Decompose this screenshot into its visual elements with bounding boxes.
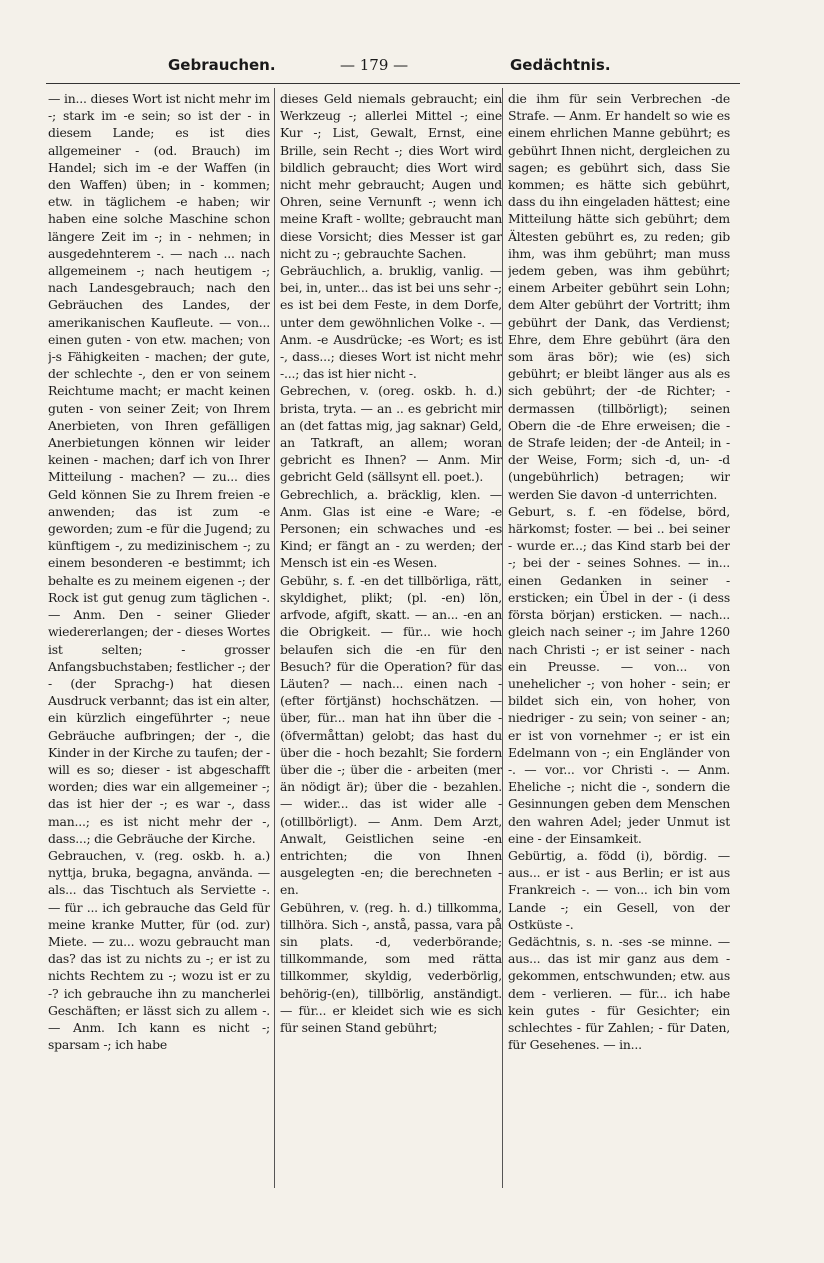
entry-gedaechtnis: Gedächtnis, s. n. -ses -se minne. — aus... das ist mir ganz aus dem - gekommen, entschwunden; etw. aus dem - verlieren. — für... ich habe kein gutes - für Gesichter; ein schlechtes - für Zahlen; - für Daten, für Gesehenes. — in... bbox=[508, 933, 730, 1053]
header-left-headword: Gebrauchen. bbox=[168, 56, 276, 74]
entry-geburt: Geburt, s. f. -en födelse, börd, härkomst; foster. — bei .. bei seiner - wurde er...; das Kind starb bei der -; bei der - seines Sohnes. — in... einen Gedanken in seiner - ersticken; ein Übel in der - (i dess första början) ersticken. — nach... gleich nach seiner -; im Jahre 1260 nach Christi -; er ist seiner - nach ein Preusse. — von... von unehelicher -; von hoher - sein; er bildet sich ein, von hoher, von niedriger - zu sein; von seiner - an; er ist von vornehmer -; er ist ein Edelmann von -; ein Engländer von -. — vor... vor Christi -. — Anm. Eheliche -; nicht die -, sondern die Gesinnungen geben dem Menschen den wahren Adel; jeder Unmut ist eine - der Einsamkeit. bbox=[508, 503, 730, 846]
column-divider bbox=[502, 88, 503, 1188]
entry-gebrechen: Gebrechen, v. (oreg. oskb. h. d.) brista, tryta. — an .. es gebricht mir an (det fattas mig, jag saknar) Geld, an Tatkraft, an allem; woran gebricht es Ihnen? — Anm. Mir gebricht Geld (sällsynt ell. poet.). bbox=[280, 383, 502, 485]
column-divider bbox=[274, 88, 275, 1188]
column-3 bbox=[508, 90, 730, 1190]
header-rule bbox=[46, 83, 740, 84]
entry-gebrechlich: Gebrechlich, a. bräcklig, klen. — Anm. Glas ist eine -e Ware; -e Personen; ein schwaches und -es Kind; er fängt an - zu werden; der Mensch ist ein -es Wesen. bbox=[280, 486, 502, 571]
column-1 bbox=[48, 90, 270, 1190]
entry-gebrauchen: Gebrauchen, v. (reg. oskb. h. a.) nyttja, bruka, begagna, använda. — als... das Tischtuch als Serviette -. — für ... ich gebrauche das Geld für meine kranke Mutter, für (od. zur) Miete. — zu... wozu gebraucht man das? das ist zu nichts zu -; er ist zu nichts Rechtem zu -; wozu ist er zu -? ich gebrauche ihn zu mancherlei Geschäften; er lässt sich zu allem -. — Anm. Ich kann es nicht -; sparsam -; ich habe bbox=[48, 847, 270, 1053]
entry-gebuehr: Gebühr, s. f. -en det tillbörliga, rätt, skyldighet, plikt; (pl. -en) lön, arfvode, afgift, skatt. — an... -en an die Obrigkeit. — für... wie hoch belaufen sich die -en für den Besuch? für die Operation? für das Läuten? — nach... einen nach - (efter förtjänst) hochschätzen. — über, für... man hat ihn über die - (öfvermåttan) gelobt; das hast du über die - hoch bezahlt; Sie fordern über die -; über die - arbeiten (mer än nödigt är); über die - bezahlen. — wider... das ist wider alle - (otillbörligt). — Anm. Dem Arzt, Anwalt, Geistlichen seine -en entrichten; die von Ihnen ausgelegten -en; die berechneten -en. bbox=[280, 572, 502, 898]
entry-gebraeuchlich: Gebräuchlich, a. bruklig, vanlig. — bei, in, unter... das ist bei uns sehr -; es ist bei dem Feste, in dem Dorfe, unter dem gewöhnlichen Volke -. — Anm. -e Ausdrücke; -es Wort; es ist -, dass...; dieses Wort ist nicht mehr -...; das ist hier nicht -. bbox=[280, 263, 502, 382]
header-right-headword: Gedächtnis. bbox=[510, 56, 611, 74]
page-number: — 179 — bbox=[340, 56, 409, 74]
entry-gebrauch-continued: — in... dieses Wort ist nicht mehr im -; stark im -e sein; so ist der - in diesem Lande; es ist dies allgemeiner - (od. Brauch) im Handel; sich im -e der Waffen (in den Waffen) üben; in - kommen; etw. in täglichem -e haben; wir haben eine solche Maschine schon längere Zeit im -; in - nehmen; in ausgedehnterem -. — nach ... nach allgemeinem -; nach heutigem -; nach Landesgebrauch; nach den Gebräuchen des Landes, der amerikanischen Kaufleute. — von... einen guten - von etw. machen; von j-s Fähigkeiten - machen; der gute, der schlechte -, den er von seinem Reichtume macht; er macht keinen guten - von seiner Zeit; von Ihrem Anerbieten, von Ihren gefälligen Anerbietungen können wir leider keinen - machen; darf ich von Ihrer Mitteilung - machen? — zu... dies Geld können Sie zu Ihrem freien -e anwenden; das ist zum -e geworden; zum -e für die Jugend; zu künftigem -, zu medizinischem -; zu einem besonderen -e bestimmt; ich behalte es zu meinem eigenen -; der Rock ist gut genug zum täglichen -. — Anm. Den - seiner Glieder wiedererlangen; der - dieses Wortes ist selten; - grosser Anfangsbuchstaben; festlicher -; der - (der Sprachg-) hat diesen Ausdruck verbannt; das ist ein alter, ein kürzlich eingeführter -; neue Gebräuche aufbringen; der -, die Kinder in der Kirche zu taufen; der - will es so; dieser - ist abgeschafft worden; dies war ein allgemeiner -; das ist hier der -; es war -, dass man...; es ist nicht mehr der -, dass...; die Gebräuche der Kirche. bbox=[48, 91, 270, 846]
entry-gebuehren-continued: die ihm für sein Verbrechen -de Strafe. — Anm. Er handelt so wie es einem ehrlichen Manne gebührt; es gebührt Ihnen nicht, dergleichen zu sagen; es gebührt sich, dass Sie kommen; es hätte sich gebührt, dass du ihn eingeladen hättest; eine Mitteilung hätte sich gebührt; dem Ältesten gebührt es, zu reden; gib ihm, was ihm gebührt; man muss jedem geben, was ihm gebührt; einem Arbeiter gebührt sein Lohn; dem Alter gebührt der Vortritt; ihm gebührt der Dank, das Verdienst; Ehre, dem Ehre gebührt (ära den som äras bör); wie (es) sich gebührt; er bleibt länger aus als es sich gebührt; der -de Richter; -dermassen (tillbörligt); seinen Obern die -de Ehre erweisen; die -de Strafe leiden; der -de Anteil; in -der Weise, Form; sich -d, un- -d (ungebührlich) betragen; wir werden Sie davon -d unterrichten. bbox=[508, 91, 730, 502]
entry-gebuertig: Gebürtig, a. född (i), bördig. — aus... er ist - aus Berlin; er ist aus Frankreich -. — von... ich bin vom Lande -; ein Gesell, von der Ostküste -. bbox=[508, 847, 730, 932]
column-2 bbox=[280, 90, 502, 1190]
entry-gebuehren: Gebühren, v. (reg. h. d.) tillkomma, tillhöra. Sich -, anstå, passa, vara på sin plats. -d, vederbörande; tillkommande, som med rätta tillkommer, skyldig, vederbörlig, behörig-(en), tillbörlig, anständigt. — für... er kleidet sich wie es sich für seinen Stand gebührt; bbox=[280, 899, 502, 1035]
running-header bbox=[40, 56, 740, 78]
entry-gebrauchen-continued: dieses Geld niemals gebraucht; ein Werkzeug -; allerlei Mittel -; eine Kur -; List, Gewalt, Ernst, eine Brille, sein Recht -; dies Wort wird bildlich gebraucht; dies Wort wird nicht mehr gebraucht; Augen und Ohren, seine Vernunft -; wenn ich meine Kraft - wollte; gebraucht man diese Vorsicht; dies Messer ist gar nicht zu -; gebrauchte Sachen. bbox=[280, 91, 502, 261]
